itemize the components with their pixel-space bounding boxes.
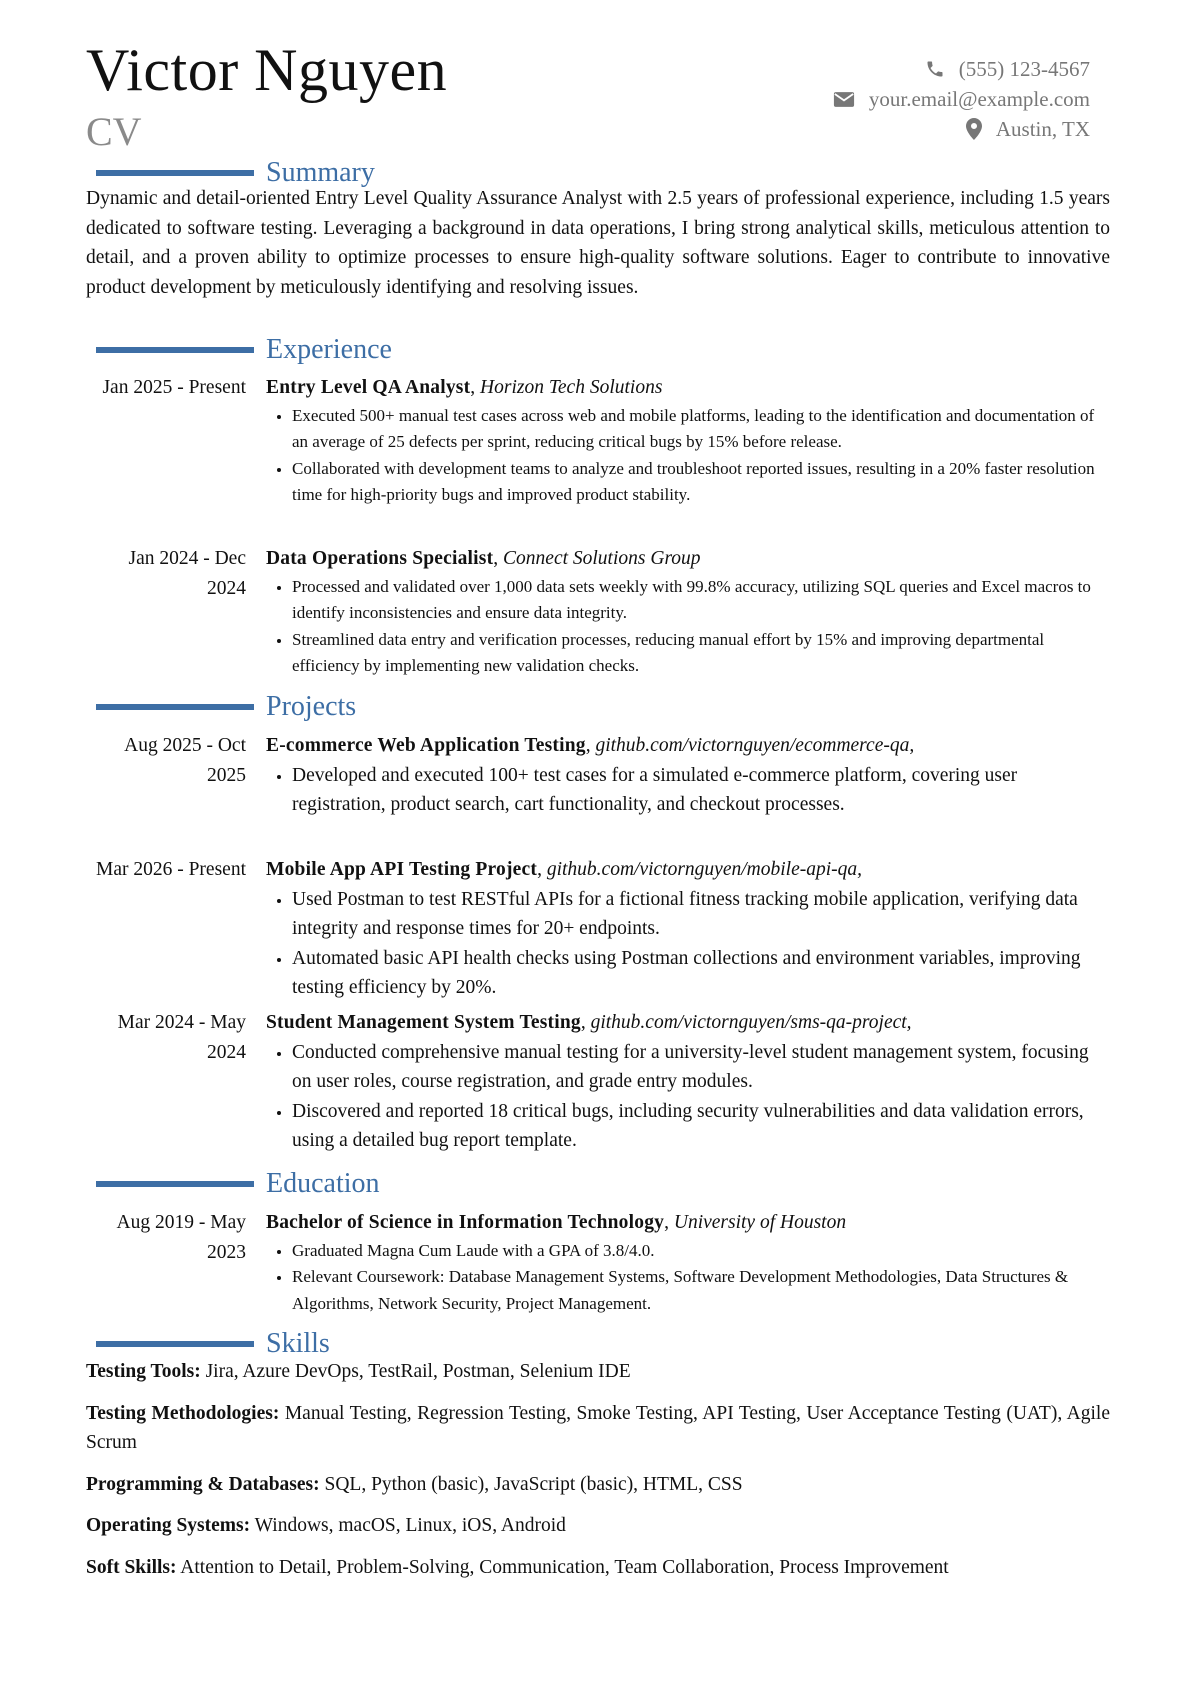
skill-value: Jira, Azure DevOps, TestRail, Postman, Selenium IDE xyxy=(205,1361,631,1382)
list-item: • Automated basic API health checks using Postman collections and environment variables, improving testing efficiency by 20%. xyxy=(292,944,1110,1003)
entry-title: Entry Level QA Analyst xyxy=(266,377,471,398)
skill-row xyxy=(86,1511,1110,1541)
entry-title: Student Management System Testing xyxy=(266,1012,581,1033)
section-title: Summary xyxy=(266,157,375,188)
project-link[interactable]: github.com/victornguyen/mobile-api-qa, xyxy=(546,859,863,880)
list-item: • Graduated Magna Cum Laude with a GPA of 3.8/4.0. xyxy=(292,1238,1110,1265)
entry-date: Mar 2026 - Present xyxy=(95,859,246,880)
entry-date: Jan 2024 - Dec 2024 xyxy=(128,548,246,599)
skill-label: Testing Methodologies: xyxy=(86,1402,280,1424)
entry-title: Mobile App API Testing Project xyxy=(266,859,538,880)
list-item: • Processed and validated over 1,000 data sets weekly with 99.8% accuracy, utilizing SQL queries and Excel macros to identify inconsistencies and ensure data integrity. xyxy=(292,574,1110,627)
skill-row xyxy=(86,1357,1110,1387)
skill-label: Soft Skills: xyxy=(86,1556,177,1578)
section-skills xyxy=(96,1329,330,1359)
phone-icon xyxy=(925,59,945,79)
skill-value: Windows, macOS, Linux, iOS, Android xyxy=(254,1515,566,1536)
project-link[interactable]: github.com/victornguyen/sms-qa-project, xyxy=(590,1012,912,1033)
location: Austin, TX xyxy=(995,117,1090,141)
list-item: • Conducted comprehensive manual testing for a university-level student management system, focusing on user roles, course registration, and grade entry modules. xyxy=(292,1038,1110,1097)
entry-title: Data Operations Specialist xyxy=(266,548,494,569)
contact-block xyxy=(833,54,1090,144)
section-title: Skills xyxy=(266,1328,330,1359)
summary-text: Dynamic and detail-oriented Entry Level Quality Assurance Analyst with 2.5 years of professional experience, including 1.5 years dedicated to software testing. Leveraging a background in data operations, I bring strong analytical skills, meticulous attention to detail, and a proven ability to optimize processes to ensure high-quality software solutions. Eager to contribute to innovative product development by meticulously identifying and resolving issues. xyxy=(86,188,1110,298)
skill-label: Programming & Databases: xyxy=(86,1473,320,1495)
skill-value: Attention to Detail, Problem-Solving, Communication, Team Collaboration, Process Improvement xyxy=(180,1556,949,1578)
entry-date: Aug 2019 - May 2023 xyxy=(116,1212,246,1263)
skills-list xyxy=(86,1357,1110,1594)
skill-row xyxy=(86,1399,1110,1458)
contact-email xyxy=(833,84,1090,114)
entry-organization: University of Houston xyxy=(673,1212,847,1233)
list-item: • Executed 500+ manual test cases across web and mobile platforms, leading to the identification and documentation of an average of 25 defects per sprint, reducing critical bugs by 15% before release. xyxy=(292,403,1110,456)
list-item: • Collaborated with development teams to analyze and troubleshoot reported issues, resulting in a 20% faster resolution time for high-priority bugs and improved product stability. xyxy=(292,456,1110,509)
list-item: • Discovered and reported 18 critical bugs, including security vulnerabilities and data validation errors, using a detailed bug report template. xyxy=(292,1097,1110,1156)
skill-value: SQL, Python (basic), JavaScript (basic), HTML, CSS xyxy=(324,1473,743,1495)
section-projects xyxy=(96,692,356,722)
list-item: • Used Postman to test RESTful APIs for a fictional fitness tracking mobile application, verifying data integrity and response times for 20+ endpoints. xyxy=(292,885,1110,944)
entry-organization: Connect Solutions Group xyxy=(503,548,701,569)
section-bar xyxy=(96,1341,254,1347)
section-bar xyxy=(96,170,254,176)
skill-row xyxy=(86,1553,1110,1583)
list-item: • Relevant Coursework: Database Management Systems, Software Development Methodologies, Data Structures & Algorithms, Network Security, Project Management. xyxy=(292,1264,1110,1317)
document-type: CV xyxy=(86,109,142,154)
list-item: • Streamlined data entry and verification processes, reducing manual effort by 15% and improving departmental efficiency by implementing new validation checks. xyxy=(292,627,1110,680)
email-address: your.email@example.com xyxy=(868,87,1090,111)
entry-date: Jan 2025 - Present xyxy=(102,377,246,398)
entry-date: Mar 2024 - May 2024 xyxy=(117,1012,246,1063)
section-title: Experience xyxy=(266,334,392,365)
project-link[interactable]: github.com/victornguyen/ecommerce-qa, xyxy=(595,735,915,756)
skill-label: Operating Systems: xyxy=(86,1515,251,1536)
skill-value: Manual Testing, Regression Testing, Smoke Testing, API Testing, User Acceptance Testing (UAT), Agile Scrum xyxy=(86,1402,1110,1453)
map-pin-icon xyxy=(966,118,982,140)
entry-date: Aug 2025 - Oct 2025 xyxy=(124,735,246,786)
phone-number: (555) 123-4567 xyxy=(958,57,1090,81)
skill-label: Testing Tools: xyxy=(86,1361,201,1382)
entry-title: E-commerce Web Application Testing xyxy=(266,735,586,756)
section-education xyxy=(96,1169,380,1199)
contact-phone xyxy=(833,54,1090,84)
entry-organization: Horizon Tech Solutions xyxy=(480,377,663,398)
section-bar xyxy=(96,704,254,710)
section-bar xyxy=(96,1181,254,1187)
person-name: Victor Nguyen xyxy=(86,37,448,103)
list-item: • Developed and executed 100+ test cases for a simulated e-commerce platform, covering user registration, product search, cart functionality, and checkout processes. xyxy=(292,761,1110,820)
section-experience xyxy=(96,335,392,365)
cv-page: Victor Nguyen CV (555) 123-4567 your.email@example.com Austin, TX Summary Dynamic and detail-oriented Entry Level Quality Assurance Analyst with 2.5 years of professional experience, including 1.5 years dedicated to software testing. Leveraging a background in data operations, I bring strong analytical skills, meticulous attention to detail, and a proven ability to optimize processes to ensure high-quality software solutions. Eager to contribute to innovative product development by meticulously identifying and resolving issues. Experience Jan 2025 - Present Entry Level QA Analyst, Horizon Tech Solutions • Executed 500+ manual test cases across web and mobile platforms, leading to the identification and documentation of an average of 25 defects per sprint, reducing critical bugs by 15% before release. • Collaborated with development teams to analyze and troubleshoot reported issues, resulting in a 20% faster resolution time for high-priority bugs and improved product stability. Jan 2024 - Dec 2024 Data Operations Specialist, Connect Solutions Group • Processed and validated over 1,000 data sets weekly with 99.8% accuracy, utilizing SQL queries and Excel macros to identify inconsistencies and ensure data integrity. • Streamlined data entry and verification processes, reducing manual effort by 15% and improving departmental efficiency by implementing new validation checks. Projects Aug 2025 - Oct 2025 E-commerce Web Application Testing, github.com/victornguyen/ecommerce-qa, • Developed and executed 100+ test cases for a simulated e-commerce platform, covering user registration, product search, cart functionality, and checkout processes. Mar 2026 - Present Mobile App API Testing Project, github.com/victornguyen/mobile-api-qa, • Used Postman to test RESTful APIs for a fictional fitness tracking mobile application, verifying data integrity and response times for 20+ endpoints. • Automated basic API health checks using Postman collections and environment variables, improving testing efficiency by 20%. Mar 2024 - May 2024 Student Management System Testing, github.com/victornguyen/sms-qa-project, • Conducted comprehensive manual testing for a university-level student management system, focusing on user roles, course registration, and grade entry modules. • Discovered and reported 18 critical bugs, including security vulnerabilities and data validation errors, using a detailed bug report template. Education Aug 2019 - May 2023 Bachelor of Science in Information Technology, University of Houston • Graduated Magna Cum Laude with a GPA of 3.8/4.0. • Relevant Coursework: Database Management Systems, Software Development Methodologies, Data Structures & Algorithms, Network Security, Project Management. Skills Testing Tools: Jira, Azure DevOps, TestRail, Postman, Selenium IDE Testing Methodologies: Manual Testing, Regression Testing, Smoke Testing, API Testing, User Acceptance Testing (UAT), Agile Scrum Programming & Databases: SQL, Python (basic), JavaScript (basic), HTML, CSS Operating Systems: Windows, macOS, Linux, iOS, Android Soft Skills: Attention to Detail, Problem-Solving, Communication, Team Collaboration, Process Improvement xyxy=(0,0,1190,1683)
section-bar xyxy=(96,347,254,353)
section-title: Education xyxy=(266,1168,380,1199)
entry-title: Bachelor of Science in Information Technology xyxy=(266,1212,665,1233)
envelope-icon xyxy=(833,91,855,108)
section-title: Projects xyxy=(266,691,357,722)
contact-location xyxy=(833,114,1090,144)
skill-row xyxy=(86,1470,1110,1500)
